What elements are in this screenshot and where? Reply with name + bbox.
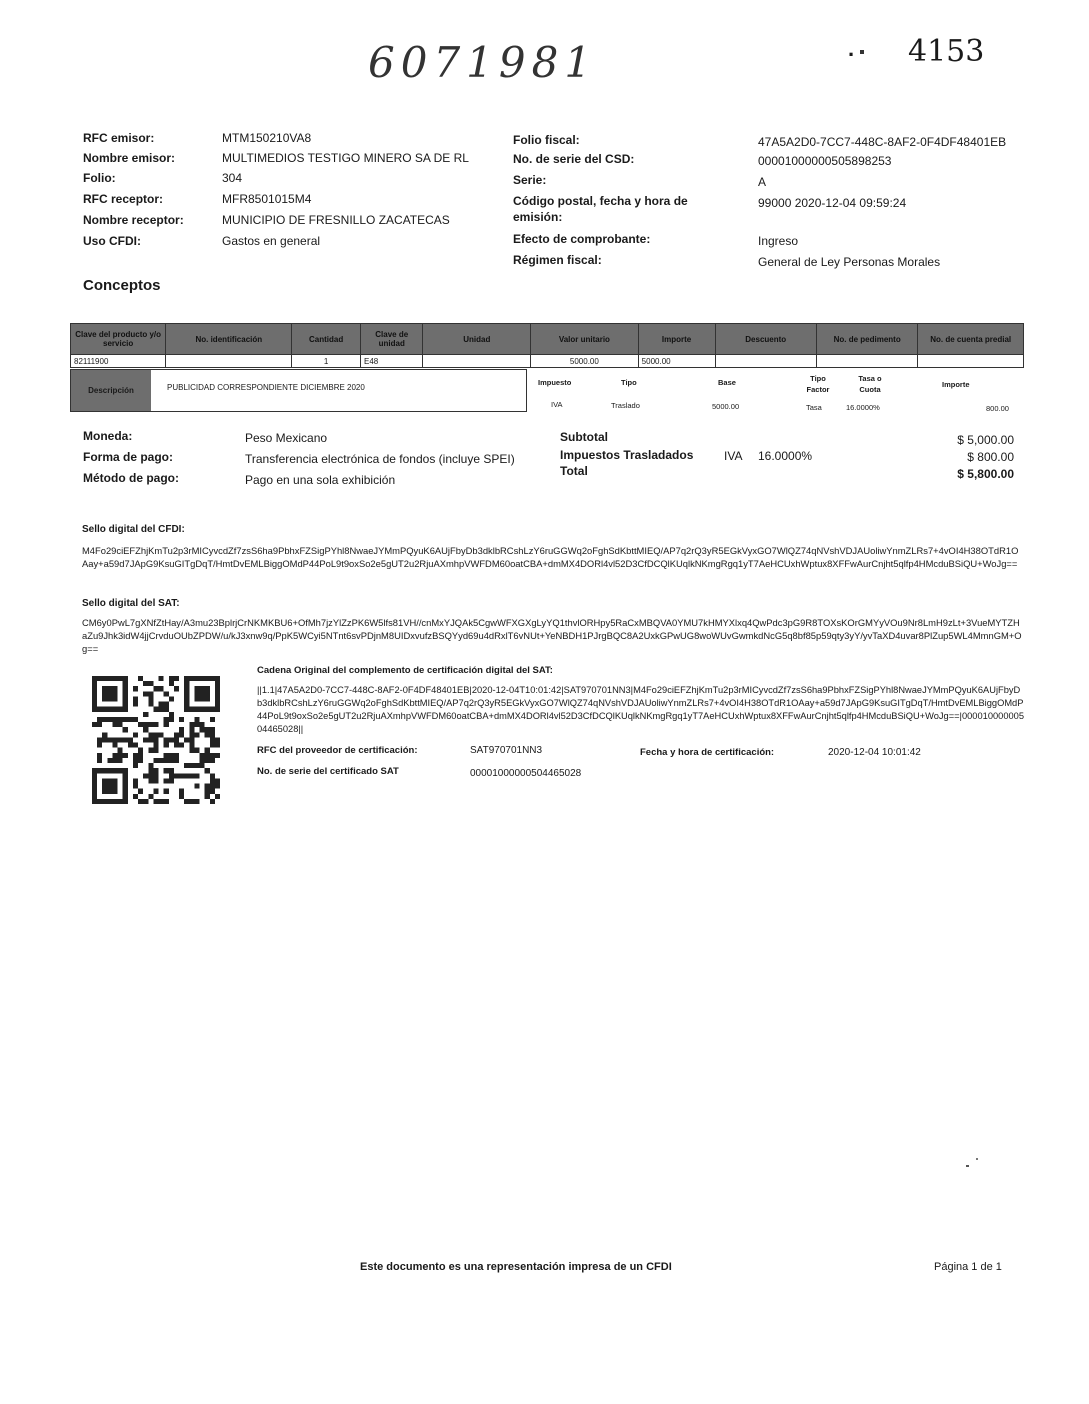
tipo-header: Tipo [621,378,637,387]
impuestos-value: $ 800.00 [967,450,1014,464]
qr-module [97,717,102,722]
handwritten-number: 6071981 [368,38,598,87]
qr-module [153,778,158,783]
qr-module [112,758,117,763]
qr-module [169,778,174,783]
table-cell: 1 [292,355,361,368]
nombre-receptor-value: MUNICIPIO DE FRESNILLO ZACATECAS [222,213,450,227]
qr-module [123,727,128,732]
table-cell: 82111900 [71,355,166,368]
qr-module [153,773,158,778]
codigo-value: 99000 2020-12-04 09:59:24 [758,196,907,210]
qr-module [138,758,143,763]
qr-module [169,712,174,717]
qr-module [169,758,174,763]
qr-module [97,737,102,742]
subtotal-label: Subtotal [560,430,608,444]
table-header: No. de pedimento [816,324,917,355]
rfc-emisor-label: RFC emisor: [83,131,155,145]
qr-module [148,748,153,753]
qr-module [143,722,148,727]
qr-module [194,784,199,789]
qr-module [189,763,194,768]
qr-module [174,743,179,748]
qr-module [210,727,215,732]
qr-module [112,753,117,758]
conceptos-table [70,323,1024,368]
qr-module [118,717,123,722]
qr-module [133,753,138,758]
impuestos-label: Impuestos Trasladados [560,448,694,462]
regimen-label: Régimen fiscal: [513,253,602,267]
qr-module [189,727,194,732]
qr-module [138,753,143,758]
qr-module [215,753,220,758]
total-label: Total [560,464,588,478]
qr-module [148,732,153,737]
table-cell [715,355,816,368]
descripcion-box [70,369,527,412]
qr-module [118,722,123,727]
tipo-cell: Traslado [611,401,640,410]
qr-module [133,717,138,722]
table-cell: 5000.00 [531,355,639,368]
qr-module [148,737,153,742]
qr-module [189,722,194,727]
qr-module [164,702,169,707]
qr-module [148,722,153,727]
qr-module [128,743,133,748]
qr-module [133,686,138,691]
qr-module [179,773,184,778]
folio-label: Folio: [83,171,116,185]
total-value: $ 5,800.00 [957,467,1014,481]
importe-cell: 800.00 [986,404,1009,413]
qr-module [118,737,123,742]
qr-module [210,717,215,722]
qr-module [200,727,205,732]
qr-module [164,758,169,763]
qr-module [107,717,112,722]
cadena-label: Cadena Original del complemento de certificación digital del SAT: [257,665,553,676]
qr-module [164,737,169,742]
qr-module [153,758,158,763]
serie-csd-label: No. de serie del CSD: [513,152,635,166]
qr-module [164,743,169,748]
qr-module [159,676,164,681]
impuesto-header: Impuesto [538,378,572,387]
qr-module [184,737,189,742]
metodo-pago-label: Método de pago: [83,471,179,485]
qr-module [138,789,143,794]
qr-module [148,681,153,686]
qr-module [174,732,179,737]
qr-module [97,753,102,758]
descripcion-label: Descripción [71,370,151,411]
qr-module [194,773,199,778]
forma-pago-value: Transferencia electrónica de fondos (incluye SPEI) [245,452,515,466]
qr-module [164,753,169,758]
qr-module [179,732,184,737]
conceptos-title: Conceptos [83,277,161,294]
qr-module [148,773,153,778]
qr-module [205,784,210,789]
qr-module [97,722,102,727]
qr-module [179,727,184,732]
qr-module [194,722,199,727]
qr-module [138,748,143,753]
qr-module [194,717,199,722]
qr-module [97,758,102,763]
qr-module [148,794,153,799]
sello-sat-value: CM6y0PwL7gXNfZtHay/A3mu23BplrjCrNKMKBU6+OfMh7jzYlZzPK6W5lfs81VH//cnMxYJQAk5CgwWFXGXgLyYQ1thvlORHpy5RaCxMBQVA0YMU7kHMYXlxq4QwPdc3pG9R8TOXsKOrGMYyVOu9Nr8LmH9zLt+3VueMYTZHaZu9Jhk3idW4jjCrvduOUbZPDW/u/kJ3xnw9q/PpK5WCyi5NTnt6svPDjnM8UIDxvufzBSQYyd69u4dRxlT6vNUt+YeNBDH1PJrgBQC8A2UxkGPwUG8woWUvGwmkdNcG5q8bf85p59qty3yY/yvTaXD4uvar8PlZup5WL4MmnGM+Og== [82,617,1022,654]
qr-module [153,748,158,753]
qr-module [215,794,220,799]
qr-module [179,717,184,722]
qr-module [164,722,169,727]
qr-module [123,753,128,758]
efecto-value: Ingreso [758,234,799,248]
table-row [71,355,1024,368]
qr-module [102,737,107,742]
qr-finder [102,778,117,793]
table-header-row [71,324,1024,355]
qr-module [143,727,148,732]
qr-module [174,737,179,742]
table-cell [423,355,531,368]
page-number: Página 1 de 1 [934,1261,1002,1273]
qr-module [210,758,215,763]
qr-module [189,737,194,742]
qr-module [174,686,179,691]
table-cell: E48 [360,355,423,368]
qr-module [159,686,164,691]
base-cell: 5000.00 [712,402,740,411]
qr-module [133,763,138,768]
importe-header: Importe [942,380,970,389]
table-header: Importe [638,324,715,355]
qr-module [210,773,215,778]
qr-module [205,758,210,763]
qr-module [164,799,169,804]
uso-cfdi-value: Gastos en general [222,234,321,248]
qr-module [179,794,184,799]
qr-module [189,799,194,804]
qr-module [138,722,143,727]
qr-module [148,778,153,783]
moneda-label: Moneda: [83,429,133,443]
qr-module [174,753,179,758]
qr-module [194,732,199,737]
stray-mark [976,1158,978,1160]
cadena-value: ||1.1|47A5A2D0-7CC7-448C-8AF2-0F4DF48401EB|2020-12-04T10:01:42|SAT970701NN3|M4Fo29ciEFZhjKmTu2p3rMICyvcdZf7zsS6ha9PbhxFZSigPYhl8NwaeJYMmPQyuK6AUjFbyDb3dklbRCshLzY6ruGGWq2oFghSdKbttMIEQ/AP7q2rQ3yR5EGkVyxGO7WlQZ74qNVshVDJAUoliwYnmZLRs7+4vOI4H38OTdR1OAay+a59d7JApG9KsuGITgDqT/HmtDvEMLBiggOMdP44PoL9t9oxSo2e5gUT2u2RjuAXmhpVWFDM60oatCBA+dmMX4DORl4vl52D3CfDCQlKUqlkNKmgRgq1yT7AeHCUxhWptux8XFFwAurCnjht5qlfp4HMcduBSiQU+WoJg==|00001000000504465028|| [257,685,1025,734]
impuesto-cell: IVA [551,400,563,409]
qr-module [97,743,102,748]
table-header: No. de cuenta predial [918,324,1024,355]
qr-module [164,789,169,794]
table-cell [816,355,917,368]
qr-module [112,743,117,748]
table-cell [918,355,1024,368]
qr-module [210,732,215,737]
qr-module [133,778,138,783]
qr-module [123,737,128,742]
qr-module [102,717,107,722]
serie-cert-value: 00001000000504465028 [470,768,582,779]
tasa-cuota-cell: 16.0000% [846,403,880,412]
qr-module [153,789,158,794]
rfc-proveedor-label: RFC del proveedor de certificación: [257,745,418,756]
qr-module [133,743,138,748]
nombre-emisor-value: MULTIMEDIOS TESTIGO MINERO SA DE RL [222,151,469,165]
stray-mark [966,1165,969,1167]
rfc-receptor-label: RFC receptor: [83,192,164,206]
base-header: Base [718,378,736,387]
qr-module [153,707,158,712]
qr-module [138,676,143,681]
qr-module [153,768,158,773]
qr-module [210,753,215,758]
table-header: Cantidad [292,324,361,355]
qr-module [215,737,220,742]
fecha-cert-label: Fecha y hora de certificación: [640,747,775,758]
tipo-factor-cell: Tasa [806,403,822,412]
folio-fiscal-label: Folio fiscal: [513,133,580,147]
regimen-value: General de Ley Personas Morales [758,255,941,269]
table-header: No. identificación [166,324,292,355]
qr-module [143,691,148,696]
qr-module [164,691,169,696]
qr-module [205,748,210,753]
qr-module [200,722,205,727]
footer-note: Este documento es una representación impresa de un CFDI [360,1261,672,1273]
qr-module [148,702,153,707]
qr-module [200,753,205,758]
qr-module [205,753,210,758]
impuesto-tasa: 16.0000% [758,449,813,463]
rfc-proveedor-value: SAT970701NN3 [470,745,543,756]
folio-value: 304 [222,171,243,185]
qr-module [164,778,169,783]
qr-module [107,758,112,763]
qr-module [210,799,215,804]
qr-module [194,799,199,804]
qr-module [128,717,133,722]
qr-module [169,773,174,778]
qr-module [153,686,158,691]
qr-module [169,676,174,681]
folio-fiscal-value: 47A5A2D0-7CC7-448C-8AF2-0F4DF48401EB [758,135,1007,149]
qr-module [153,799,158,804]
table-header: Unidad [423,324,531,355]
qr-module [169,768,174,773]
qr-module [205,768,210,773]
qr-module [169,681,174,686]
codigo-label: Código postal, fecha y hora de [513,194,688,208]
qr-module [200,758,205,763]
qr-module [179,789,184,794]
qr-module [133,794,138,799]
table-cell [166,355,292,368]
uso-cfdi-label: Uso CFDI: [83,234,141,248]
qr-finder [102,686,117,701]
qr-module [189,748,194,753]
qr-module [118,753,123,758]
qr-module [118,758,123,763]
table-header: Valor unitario [531,324,639,355]
serie-cert-label: No. de serie del certificado SAT [257,766,399,777]
qr-module [169,737,174,742]
qr-module [112,722,117,727]
qr-module [210,737,215,742]
qr-module [128,737,133,742]
qr-module [143,681,148,686]
forma-pago-label: Forma de pago: [83,450,174,464]
qr-module [148,763,153,768]
qr-module [133,732,138,737]
qr-module [184,763,189,768]
qr-module [215,778,220,783]
qr-code [92,676,220,804]
qr-module [143,737,148,742]
qr-module [184,773,189,778]
qr-module [143,773,148,778]
qr-module [118,748,123,753]
qr-finder [194,686,209,701]
stamp-dot [860,50,864,54]
qr-module [148,696,153,701]
qr-module [92,722,97,727]
sello-cfdi-label: Sello digital del CFDI: [82,524,185,535]
qr-module [159,758,164,763]
qr-module [143,799,148,804]
rfc-receptor-value: MFR8501015M4 [222,192,312,206]
rfc-emisor-value: MTM150210VA8 [222,131,312,145]
qr-module [164,717,169,722]
qr-module [205,732,210,737]
qr-module [205,727,210,732]
serie-csd-value: 00001000000505898253 [758,154,892,168]
qr-module [153,722,158,727]
serie-value: A [758,175,767,189]
qr-module [174,758,179,763]
qr-module [210,743,215,748]
qr-module [164,707,169,712]
table-header: Clave de unidad [360,324,423,355]
qr-module [153,743,158,748]
tasa-cuota-header: Tasa o Cuota [858,374,882,394]
qr-module [194,763,199,768]
qr-module [133,758,138,763]
qr-module [148,768,153,773]
table-header: Clave del producto y/o servicio [71,324,166,355]
nombre-emisor-label: Nombre emisor: [83,151,176,165]
handwritten-mark: . [848,36,855,61]
qr-module [189,743,194,748]
qr-module [159,799,164,804]
qr-module [215,743,220,748]
codigo-label-2: emisión: [513,210,563,224]
moneda-value: Peso Mexicano [245,431,328,445]
qr-module [189,773,194,778]
qr-module [133,702,138,707]
table-header: Descuento [715,324,816,355]
qr-module [123,717,128,722]
qr-module [205,789,210,794]
subtotal-value: $ 5,000.00 [957,433,1014,447]
qr-module [205,794,210,799]
metodo-pago-value: Pago en una sola exhibición [245,473,396,487]
qr-module [102,732,107,737]
qr-module [194,748,199,753]
qr-module [148,691,153,696]
qr-module [133,784,138,789]
impuesto-tipo: IVA [724,449,743,463]
qr-module [159,702,164,707]
qr-module [159,707,164,712]
qr-module [169,696,174,701]
qr-module [164,768,169,773]
qr-module [138,799,143,804]
qr-module [200,763,205,768]
qr-module [107,737,112,742]
qr-module [210,789,215,794]
qr-module [174,773,179,778]
qr-module [174,676,179,681]
efecto-label: Efecto de comprobante: [513,232,651,246]
table-cell: 5000.00 [638,355,715,368]
qr-module [159,732,164,737]
qr-module [179,743,184,748]
qr-module [169,753,174,758]
qr-module [189,732,194,737]
qr-module [143,712,148,717]
qr-module [112,717,117,722]
qr-module [153,737,158,742]
qr-module [112,737,117,742]
qr-module [210,784,215,789]
nombre-receptor-label: Nombre receptor: [83,213,184,227]
sello-sat-label: Sello digital del SAT: [82,598,180,609]
descripcion-value: PUBLICIDAD CORRESPONDIENTE DICIEMBRE 2020 [167,383,365,392]
sello-cfdi-value: M4Fo29ciEFZhjKmTu2p3rMICyvcdZf7zsS6ha9PbhxFZSigPYhl8NwaeJYMmPQyuK6AUjFbyDb3dklbRCshLzY6ruGGWq2oFghSdKbttMIEQ/AP7q2rQ3yR5EGkVyxGO7WlQZ74qNVshVDJAUoliwYnmZLRs7+4vOI4H38OTdR1OAay+a59d7JApG9KsuGITgDqT/HmtDvEMLBiggOMdP44PoL9t9oxSo2e5gUT2u2RjuAXmhpVWFDM60oatCBA+dmMX4DORl4vl52D3CfDCQlKUqlkNKmgRgq1yT7AeHCUxhWptux8XFFwAurCnjht5qlfp4HMcduBSiQU+WoJg== [82,545,1019,569]
qr-module [184,799,189,804]
fecha-cert-value: 2020-12-04 10:01:42 [828,747,921,758]
qr-module [210,778,215,783]
qr-module [215,784,220,789]
qr-module [153,732,158,737]
corner-number: 4153 [908,34,985,69]
qr-module [169,717,174,722]
qr-module [133,696,138,701]
serie-label: Serie: [513,173,547,187]
tipo-factor-header: Tipo Factor [806,374,830,394]
